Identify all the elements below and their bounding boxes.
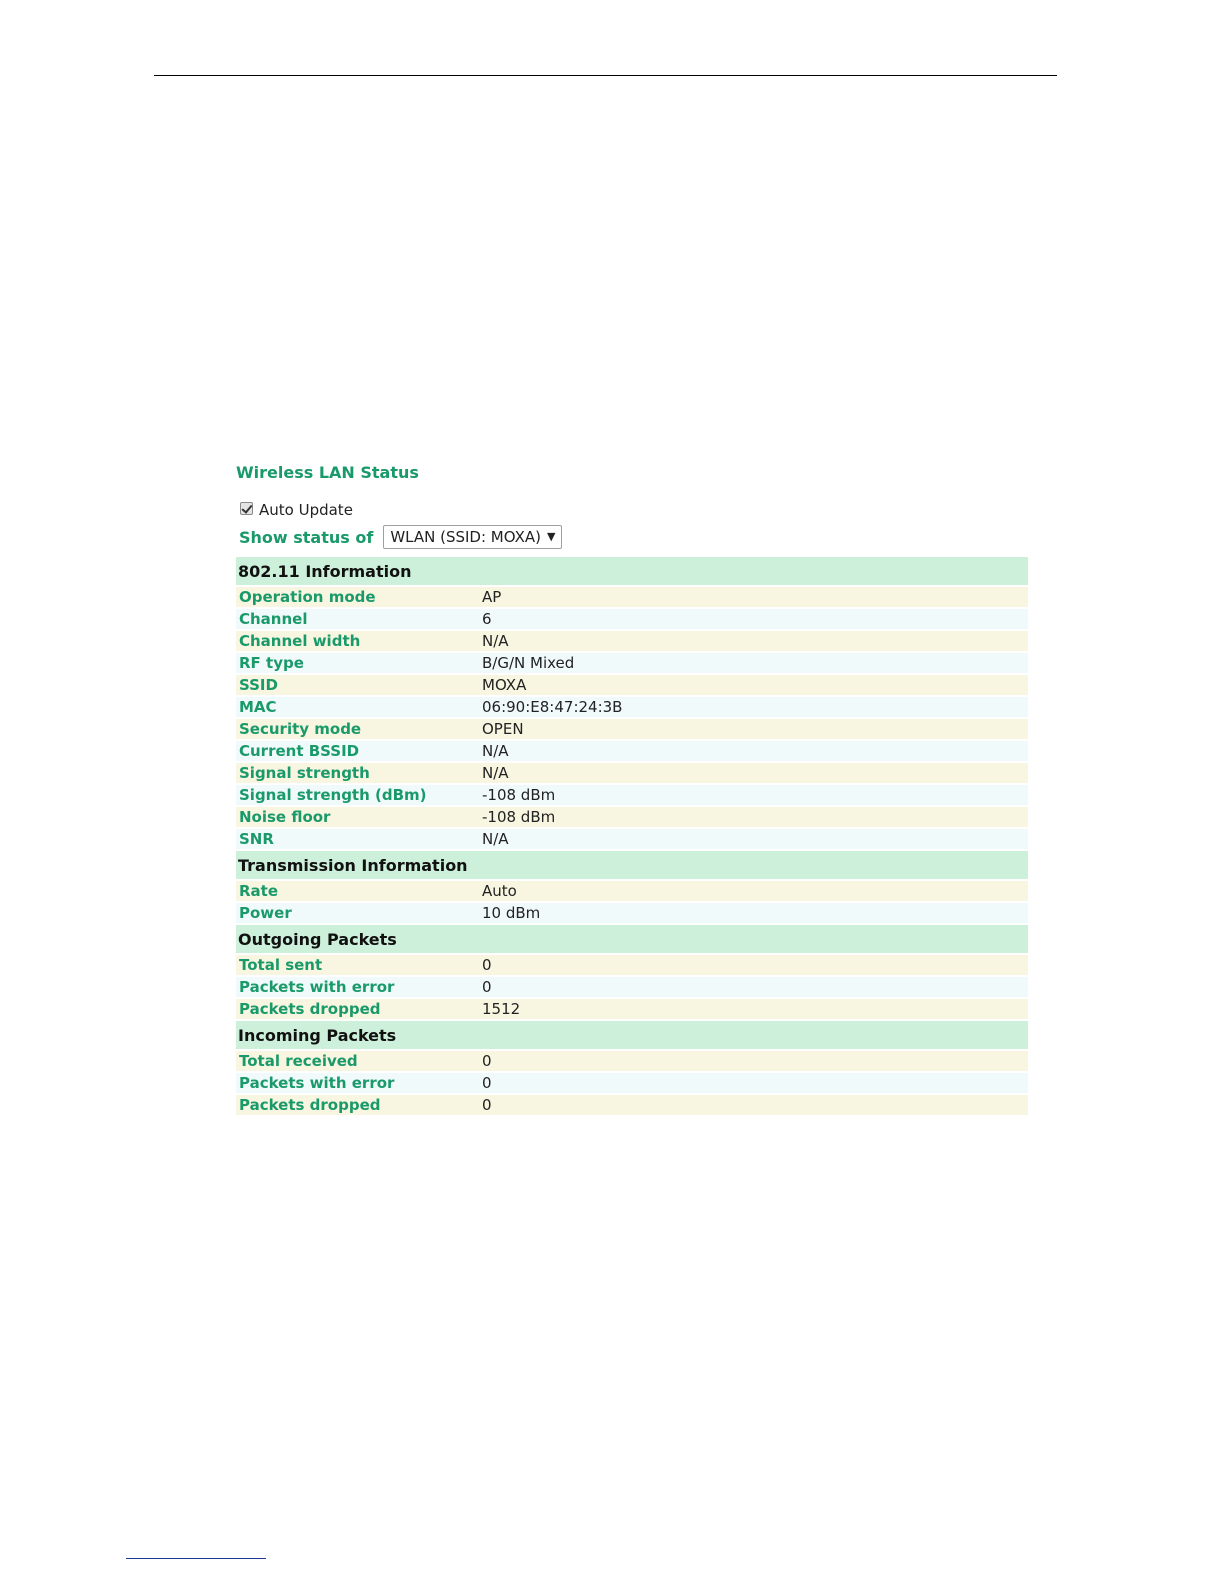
show-status-selected-value: WLAN (SSID: MOXA) [390, 528, 541, 546]
row-label: Total sent [236, 955, 479, 975]
row-value: N/A [479, 631, 1028, 651]
row-label: Packets with error [236, 1073, 479, 1093]
row-label: Security mode [236, 719, 479, 739]
row-label: SNR [236, 829, 479, 849]
table-row [236, 609, 1028, 629]
section-title: Transmission Information [236, 851, 1028, 879]
show-status-select[interactable] [383, 525, 562, 549]
footnote-rule [126, 1558, 266, 1559]
section-header [236, 557, 1028, 585]
page-title: Wireless LAN Status [236, 463, 419, 482]
table-row [236, 785, 1028, 805]
dropdown-arrow-icon: ▼ [546, 530, 556, 543]
row-value: 0 [479, 1095, 1028, 1115]
row-label: Channel width [236, 631, 479, 651]
row-label: RF type [236, 653, 479, 673]
row-label: Packets with error [236, 977, 479, 997]
section-title: Outgoing Packets [236, 925, 1028, 953]
row-label: Packets dropped [236, 999, 479, 1019]
table-row [236, 1095, 1028, 1115]
table-row [236, 653, 1028, 673]
row-value: N/A [479, 741, 1028, 761]
row-label: Current BSSID [236, 741, 479, 761]
table-row [236, 1073, 1028, 1093]
table-row [236, 741, 1028, 761]
row-value: -108 dBm [479, 785, 1028, 805]
row-value: 0 [479, 977, 1028, 997]
page-header-rule [154, 75, 1057, 76]
wireless-lan-status-panel [236, 460, 1028, 1117]
row-value: AP [479, 587, 1028, 607]
row-value: 0 [479, 1073, 1028, 1093]
row-label: Power [236, 903, 479, 923]
row-value: 0 [479, 1051, 1028, 1071]
section-header [236, 925, 1028, 953]
row-value: 06:90:E8:47:24:3B [479, 697, 1028, 717]
table-row [236, 763, 1028, 783]
row-label: SSID [236, 675, 479, 695]
status-table [236, 555, 1028, 1117]
table-row [236, 955, 1028, 975]
row-value: 1512 [479, 999, 1028, 1019]
show-status-label: Show status of [239, 527, 374, 547]
table-row [236, 977, 1028, 997]
row-label: Rate [236, 881, 479, 901]
row-value: N/A [479, 763, 1028, 783]
table-row [236, 881, 1028, 901]
row-value: N/A [479, 829, 1028, 849]
table-row [236, 587, 1028, 607]
row-value: 10 dBm [479, 903, 1028, 923]
row-value: B/G/N Mixed [479, 653, 1028, 673]
table-row [236, 1051, 1028, 1071]
table-row [236, 807, 1028, 827]
row-value: -108 dBm [479, 807, 1028, 827]
auto-update-label: Auto Update [259, 501, 353, 519]
table-row [236, 829, 1028, 849]
section-title: Incoming Packets [236, 1021, 1028, 1049]
table-row [236, 999, 1028, 1019]
row-value: Auto [479, 881, 1028, 901]
table-row [236, 719, 1028, 739]
show-status-row [236, 524, 1028, 550]
row-label: MAC [236, 697, 479, 717]
section-header [236, 1021, 1028, 1049]
row-label: Packets dropped [236, 1095, 479, 1115]
row-value: OPEN [479, 719, 1028, 739]
row-value: 6 [479, 609, 1028, 629]
section-title: 802.11 Information [236, 557, 1028, 585]
row-label: Signal strength (dBm) [236, 785, 479, 805]
row-label: Signal strength [236, 763, 479, 783]
row-label: Noise floor [236, 807, 479, 827]
row-label: Operation mode [236, 587, 479, 607]
table-row [236, 675, 1028, 695]
row-label: Channel [236, 609, 479, 629]
auto-update-option[interactable] [236, 498, 1028, 522]
row-value: 0 [479, 955, 1028, 975]
table-row [236, 631, 1028, 651]
row-label: Total received [236, 1051, 479, 1071]
auto-update-checkbox[interactable] [240, 502, 253, 515]
table-row [236, 697, 1028, 717]
row-value: MOXA [479, 675, 1028, 695]
section-header [236, 851, 1028, 879]
table-row [236, 903, 1028, 923]
